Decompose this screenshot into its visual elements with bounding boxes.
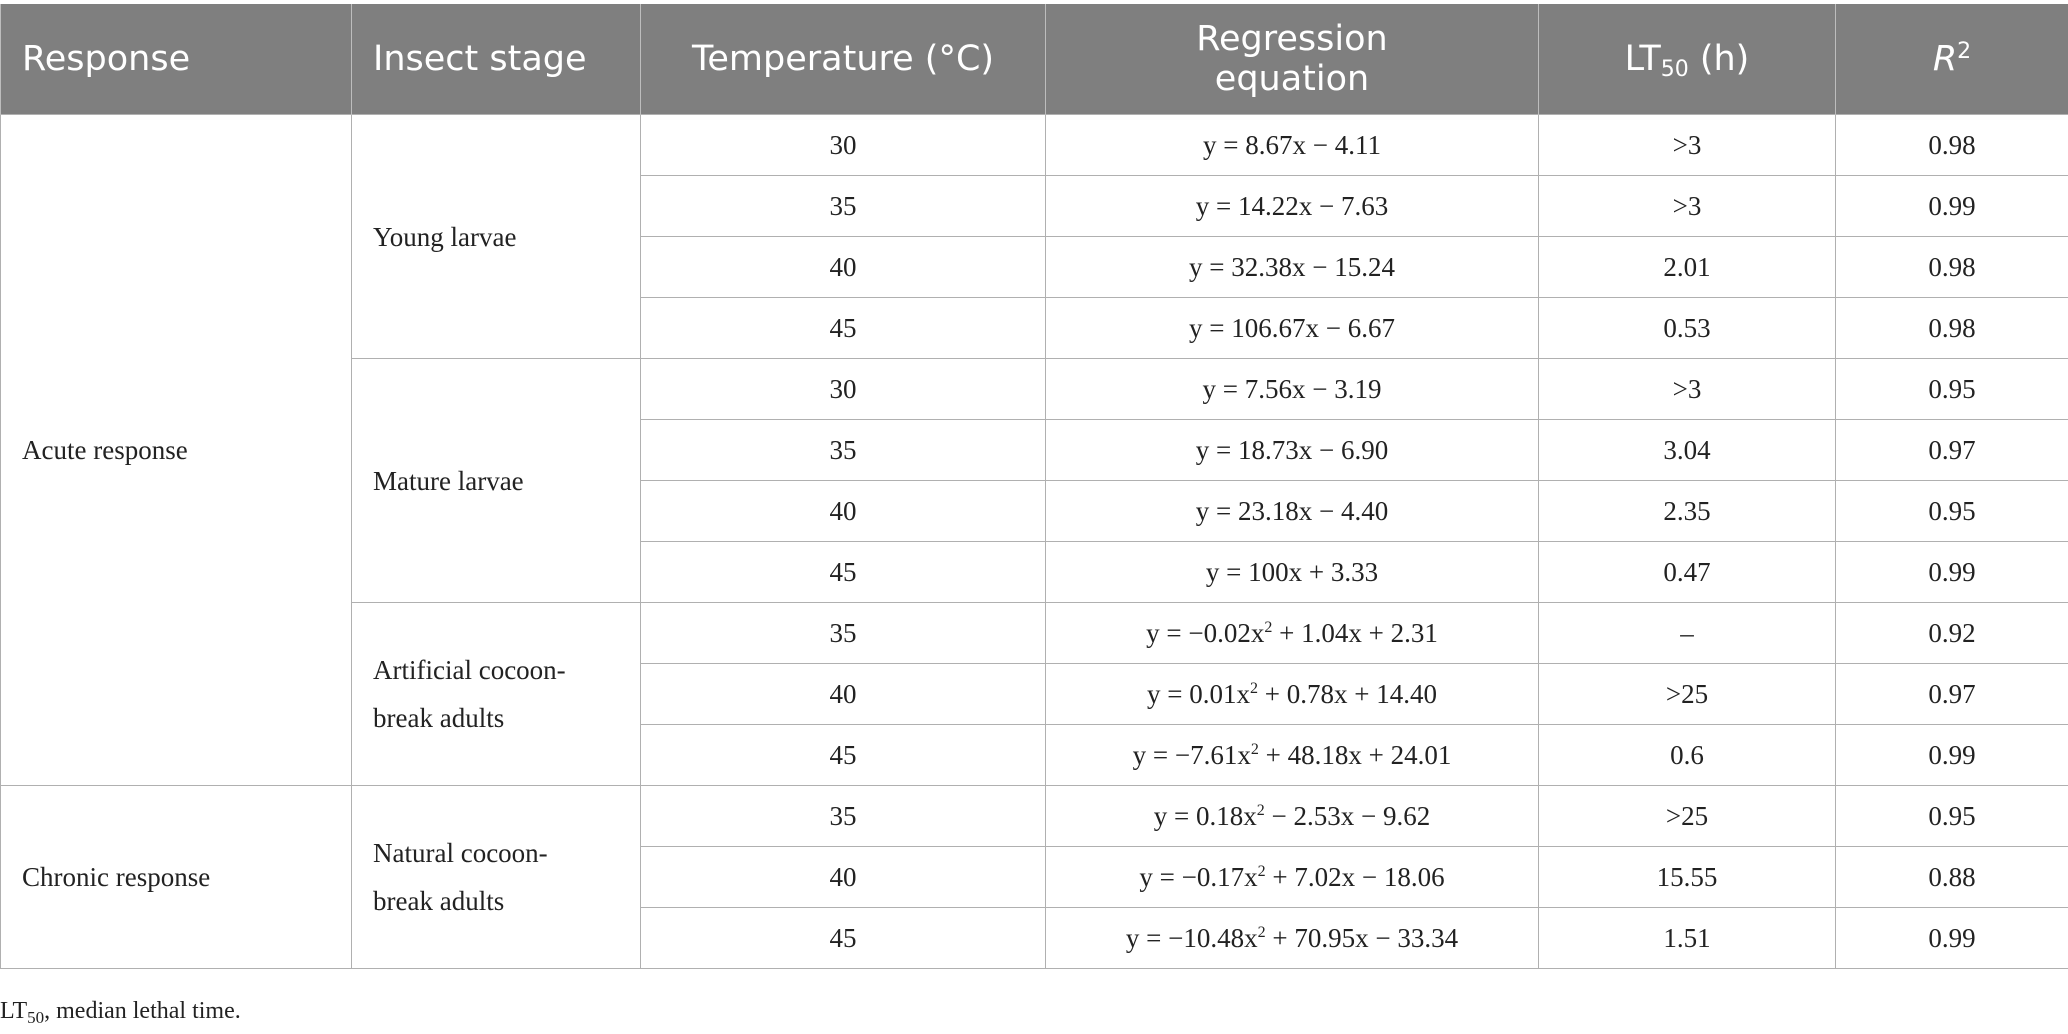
stage-young-larvae: Young larvae [352,115,641,359]
cell-r-squared: 0.97 [1836,664,2068,725]
table-row [1,786,2068,847]
cell-r-squared: 0.99 [1836,176,2068,237]
cell-temperature: 40 [641,237,1046,298]
footnote-text: , median lethal time. [44,998,241,1024]
cell-temperature: 30 [641,115,1046,176]
cell-r-squared: 0.99 [1836,542,2068,603]
equation-text: + 7.02x − 18.06 [1265,861,1445,892]
equation-text: y = 8.67x − 4.11 [1203,129,1381,160]
equation-text: + 1.04x + 2.31 [1272,617,1438,648]
header-r-letter: R [1932,39,1958,79]
equation-text: y = −7.61x [1132,739,1251,770]
stage-artificial-line1: Artificial cocoon- [373,655,566,685]
cell-regression-equation [1046,786,1539,847]
equation-text: y = −10.48x [1125,922,1258,953]
header-regression-equation [1046,4,1539,115]
cell-r-squared: 0.99 [1836,908,2068,969]
cell-temperature: 40 [641,847,1046,908]
cell-regression-equation [1046,603,1539,664]
cell-regression-equation [1046,359,1539,420]
equation-text: y = 14.22x − 7.63 [1195,190,1389,221]
cell-temperature: 45 [641,542,1046,603]
equation-text: − 2.53x − 9.62 [1264,800,1431,831]
header-regression-line1: Regression [1196,19,1388,59]
cell-lt50: 15.55 [1539,847,1836,908]
equation-text: y = 23.18x − 4.40 [1195,495,1389,526]
equation-exponent: 2 [1256,801,1265,819]
cell-regression-equation [1046,115,1539,176]
cell-r-squared: 0.95 [1836,786,2068,847]
header-lt50-prefix: LT [1624,39,1661,79]
cell-temperature: 35 [641,176,1046,237]
footnote-prefix: LT [0,998,28,1024]
stage-natural-cocoon-break-adults [352,786,641,969]
table-row [1,115,2068,176]
header-insect-stage: Insect stage [352,4,641,115]
stage-artificial-line2: break adults [373,703,505,733]
cell-temperature: 30 [641,359,1046,420]
equation-text: y = −0.02x [1146,617,1265,648]
cell-temperature: 40 [641,481,1046,542]
cell-temperature: 40 [641,664,1046,725]
equation-text: y = 100x + 3.33 [1205,556,1379,587]
cell-temperature: 35 [641,420,1046,481]
cell-lt50: >25 [1539,786,1836,847]
cell-lt50: 3.04 [1539,420,1836,481]
cell-temperature: 35 [641,603,1046,664]
cell-r-squared: 0.95 [1836,481,2068,542]
cell-regression-equation [1046,847,1539,908]
header-lt50-suffix: (h) [1688,39,1750,79]
equation-text: y = 18.73x − 6.90 [1195,434,1389,465]
cell-regression-equation [1046,664,1539,725]
cell-lt50: 2.35 [1539,481,1836,542]
table-header-row [1,4,2068,115]
cell-regression-equation [1046,908,1539,969]
cell-lt50: – [1539,603,1836,664]
equation-text: + 48.18x + 24.01 [1258,739,1452,770]
cell-r-squared: 0.97 [1836,420,2068,481]
cell-r-squared: 0.99 [1836,725,2068,786]
equation-text: + 70.95x − 33.34 [1265,922,1459,953]
equation-text: y = 7.56x − 3.19 [1202,373,1382,404]
header-lt50 [1539,4,1836,115]
cell-r-squared: 0.95 [1836,359,2068,420]
cell-lt50: 0.6 [1539,725,1836,786]
cell-regression-equation [1046,481,1539,542]
cell-lt50: 1.51 [1539,908,1836,969]
header-response: Response [1,4,352,115]
equation-exponent: 2 [1257,862,1266,880]
cell-regression-equation [1046,298,1539,359]
equation-text: y = 106.67x − 6.67 [1189,312,1395,343]
cell-regression-equation [1046,542,1539,603]
stage-natural-line2: break adults [373,886,505,916]
table-footnote [0,998,241,1025]
cell-temperature: 35 [641,786,1046,847]
cell-lt50: >25 [1539,664,1836,725]
cell-lt50: 2.01 [1539,237,1836,298]
cell-temperature: 45 [641,908,1046,969]
cell-temperature: 45 [641,725,1046,786]
cell-regression-equation [1046,725,1539,786]
equation-exponent: 2 [1250,740,1259,758]
equation-exponent: 2 [1257,923,1266,941]
stage-artificial-cocoon-break-adults [352,603,641,786]
equation-text: y = 0.18x [1153,800,1257,831]
cell-r-squared: 0.98 [1836,237,2068,298]
cell-r-squared: 0.98 [1836,298,2068,359]
cell-regression-equation [1046,420,1539,481]
cell-lt50: >3 [1539,359,1836,420]
cell-regression-equation [1046,176,1539,237]
cell-regression-equation [1046,237,1539,298]
stage-mature-larvae: Mature larvae [352,359,641,603]
equation-text: y = −0.17x [1139,861,1258,892]
cell-r-squared: 0.98 [1836,115,2068,176]
header-temperature: Temperature (°C) [641,4,1046,115]
cell-lt50: >3 [1539,176,1836,237]
equation-text: y = 32.38x − 15.24 [1189,251,1395,282]
footnote-sub: 50 [27,1008,45,1027]
equation-exponent: 2 [1264,618,1273,636]
group-chronic-response: Chronic response [1,786,352,969]
header-regression-line2: equation [1214,59,1370,99]
equation-text: + 0.78x + 14.40 [1258,678,1437,709]
cell-r-squared: 0.92 [1836,603,2068,664]
cell-lt50: 0.47 [1539,542,1836,603]
header-lt50-sub: 50 [1660,57,1689,82]
equation-exponent: 2 [1250,679,1258,697]
header-r-exp: 2 [1957,39,1972,64]
equation-text: y = 0.01x [1147,678,1250,709]
cell-temperature: 45 [641,298,1046,359]
cell-lt50: 0.53 [1539,298,1836,359]
stage-natural-line1: Natural cocoon- [373,838,548,868]
lt50-regression-table [0,4,2068,969]
cell-lt50: >3 [1539,115,1836,176]
header-r-squared [1836,4,2068,115]
group-acute-response: Acute response [1,115,352,786]
cell-r-squared: 0.88 [1836,847,2068,908]
